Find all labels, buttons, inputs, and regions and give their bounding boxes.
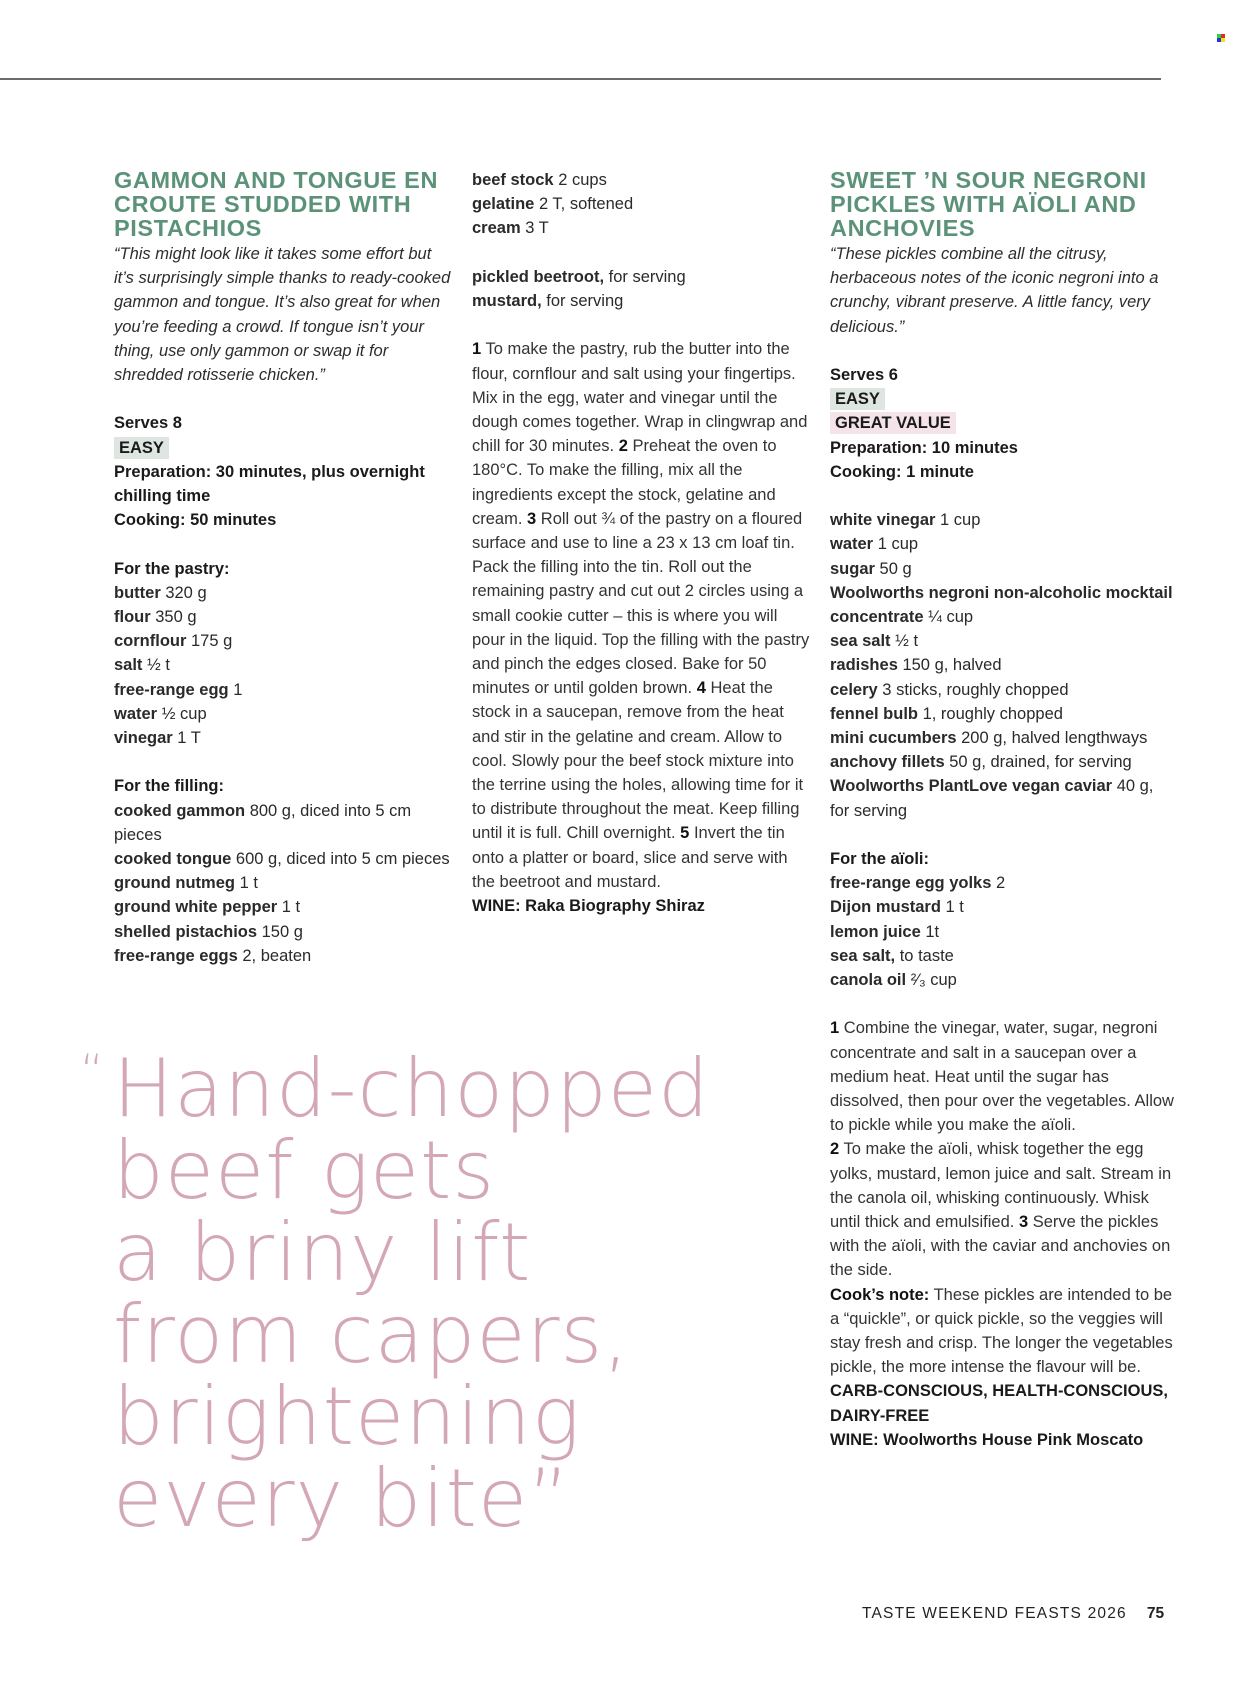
pull-quote-line: a briny lift (113, 1206, 532, 1299)
ingredient-item: shelled pistachios 150 g (114, 922, 303, 941)
recipe2-preparation: Preparation: 10 minutes (830, 438, 1018, 457)
recipe2-cooking: Cooking: 1 minute (830, 462, 974, 481)
recipe1-preparation: Preparation: 30 minutes, plus overnight chilling time (114, 462, 425, 506)
recipe1-continued-column (472, 168, 812, 918)
ingredient-item: sea salt, to taste (830, 946, 954, 965)
ingredient-item: vinegar 1 T (114, 729, 201, 748)
recipe2-method-step-1: 1 Combine the vinegar, water, sugar, negroni concentrate and salt in a saucepan over a medium heat. Heat until the sugar has dissolved, then pour over the vegetables. Allow to pickle while you make the aïoli. (830, 1019, 1174, 1135)
easy-badge: EASY (830, 388, 885, 410)
recipe2-column (830, 168, 1175, 1452)
recipe1-serves: Serves 8 (114, 414, 182, 433)
ingredient-item: anchovy fillets 50 g, drained, for serving (830, 753, 1132, 772)
ingredient-item: sea salt ½ t (830, 632, 919, 651)
pull-quote (80, 1042, 720, 1545)
ingredient-item: canola oil ²⁄₃ cup (830, 971, 957, 990)
pastry-heading: For the pastry: (114, 559, 230, 578)
ingredient-item: free-range eggs 2, beaten (114, 946, 312, 965)
publication-name: TASTE WEEKEND FEASTS 2026 (862, 1605, 1127, 1622)
ingredient-item: cream 3 T (472, 219, 549, 238)
dietary-tags: CARB-CONSCIOUS, HEALTH-CONSCIOUS, DAIRY-FREE (830, 1382, 1168, 1425)
ingredient-item: Woolworths negroni non-alcoholic mocktail concentrate ¼ cup (830, 583, 1173, 627)
ingredient-item: beef stock 2 cups (472, 171, 607, 189)
top-rule-divider (0, 78, 1161, 80)
ingredient-item: butter 320 g (114, 583, 207, 602)
ingredient-item: cornflour 175 g (114, 632, 233, 651)
ingredient-item: cooked tongue 600 g, diced into 5 cm pieces (114, 850, 450, 869)
recipe2-serves: Serves 6 (830, 366, 898, 384)
recipe1-column (114, 168, 454, 968)
ingredient-item: free-range egg 1 (114, 680, 243, 699)
recipe1-cooking: Cooking: 50 minutes (114, 511, 277, 530)
ingredient-item: ground white pepper 1 t (114, 898, 301, 917)
ingredient-item: celery 3 sticks, roughly chopped (830, 680, 1069, 699)
ingredient-item: lemon juice 1t (830, 922, 940, 941)
recipe1-method: 1 To make the pastry, rub the butter into the flour, cornflour and salt using your fingertips. Mix in the egg, water and vinegar until the dough comes together. Wrap in clingwrap and chill for 30 minutes. 2 Preheat the oven to 180°C. To make the filling, mix all the ingredients except the stock, gelatine and cream. 3 Roll out ¾ of the pastry on a floured surface and use to line a 23 x 13 cm loaf tin. Pack the filling into the tin. Roll out the remaining pastry and cut out 2 circles using a small cookie cutter – this is where you will pour in the liquid. Top the filling with the pastry and pinch the edges closed. Bake for 50 minutes or until golden brown. 4 Heat the stock in a saucepan, remove from the heat and stir in the gelatine and cream. Allow to cool. Slowly pour the beef stock mixture into the terrine using the holes, allowing time for it to distribute throughout the meat. Keep filling until it is full. Chill overnight. 5 Invert the tin onto a platter or board, slice and serve with the beetroot and mustard. (472, 340, 810, 891)
ingredient-item: cooked gammon 800 g, diced into 5 cm pieces (114, 801, 412, 844)
ingredient-item: Woolworths PlantLove vegan caviar 40 g, for serving (830, 777, 1154, 820)
recipe2-wine-pairing: WINE: Woolworths House Pink Moscato (830, 1430, 1144, 1449)
ingredient-item: water 1 cup (830, 535, 919, 554)
recipe1-wine-pairing: WINE: Raka Biography Shiraz (472, 897, 705, 916)
color-registration-mark (1217, 34, 1225, 42)
ingredient-item: mustard, for serving (472, 292, 624, 310)
ingredient-item: flour 350 g (114, 608, 197, 627)
pull-quote-line: Hand-chopped (113, 1042, 710, 1135)
recipe1-title: GAMMON AND TONGUE EN CROUTE STUDDED WITH PISTACHIOS (114, 167, 439, 241)
pull-quote-line: every bite” (113, 1452, 571, 1545)
pull-quote-line: beef gets (113, 1124, 496, 1217)
ingredient-item: radishes 150 g, halved (830, 656, 1002, 675)
page-footer (862, 1605, 1164, 1623)
aioli-heading: For the aïoli: (830, 850, 929, 869)
ingredient-item: sugar 50 g (830, 559, 912, 578)
recipe2-intro: “These pickles combine all the citrusy, herbaceous notes of the iconic negroni into a crunchy, vibrant preserve. A little fancy, very delicious.” (830, 245, 1159, 336)
ingredient-item: ground nutmeg 1 t (114, 874, 258, 893)
ingredient-item: water ½ cup (114, 704, 207, 723)
ingredient-item: salt ½ t (114, 656, 170, 675)
pull-quote-line: from capers, (113, 1288, 630, 1381)
easy-badge: EASY (114, 437, 169, 459)
page-number: 75 (1146, 1605, 1165, 1622)
ingredient-item: white vinegar 1 cup (830, 511, 981, 530)
ingredient-item: free-range egg yolks 2 (830, 874, 1006, 893)
recipe2-title: SWEET ’N SOUR NEGRONI PICKLES WITH AÏOLI AND ANCHOVIES (830, 167, 1147, 241)
filling-heading: For the filling: (114, 777, 224, 796)
recipe1-intro: “This might look like it takes some effort but it’s surprisingly simple thanks to ready-cooked gammon and tongue. It’s also great for when you’re feeding a crowd. If tongue isn’t your thing, use only gammon or swap it for shredded rotisserie chicken.” (114, 245, 451, 385)
ingredient-item: gelatine 2 T, softened (472, 195, 634, 214)
ingredient-item: pickled beetroot, for serving (472, 267, 686, 286)
ingredient-item: fennel bulb 1, roughly chopped (830, 704, 1063, 723)
cooks-note: Cook’s note: These pickles are intended to be a “quickle”, or quick pickle, so the veggies will stay fresh and crisp. The longer the vegetables pickle, the more intense the flavour will be. (830, 1285, 1173, 1377)
pull-quote-line: brightening (113, 1370, 581, 1463)
ingredient-item: mini cucumbers 200 g, halved lengthways (830, 729, 1148, 748)
open-quote-mark: “ (80, 1044, 105, 1098)
great-value-badge: GREAT VALUE (830, 412, 956, 434)
recipe2-method-step-2-3: 2 To make the aïoli, whisk together the egg yolks, mustard, lemon juice and salt. Stream in the canola oil, whisking continuously. Whisk until thick and emulsified. 3 Serve the pickles with the aïoli, with the caviar and anchovies on the side. (830, 1140, 1172, 1280)
ingredient-item: Dijon mustard 1 t (830, 898, 964, 917)
